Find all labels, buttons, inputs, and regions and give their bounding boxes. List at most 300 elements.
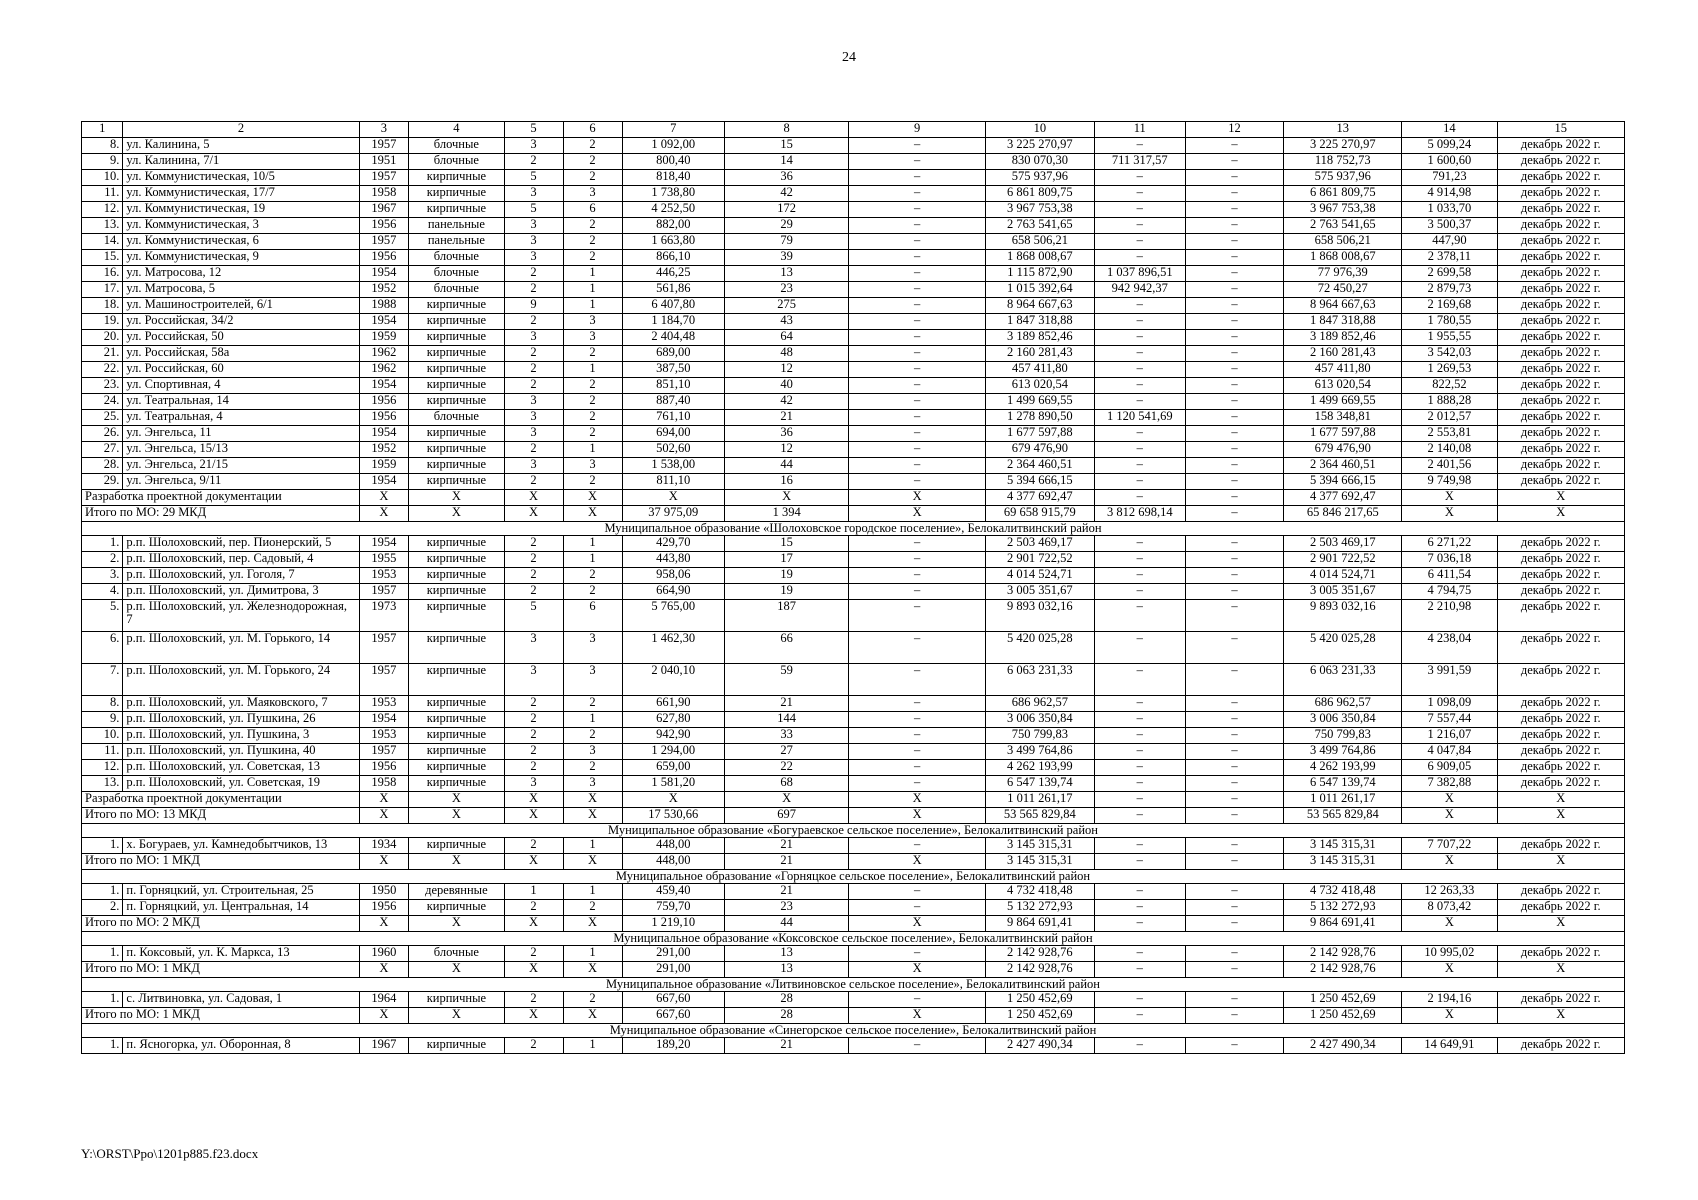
cell-wall: кирпичные — [409, 696, 504, 712]
cell-c12: – — [1185, 490, 1283, 506]
address-cell: ул. Коммунистическая, 9 — [123, 250, 359, 266]
cell-entr: 2 — [563, 760, 622, 776]
cell-wall: кирпичные — [409, 900, 504, 916]
cell-c13: 1 250 452,69 — [1284, 992, 1402, 1008]
cell-people: 187 — [725, 600, 849, 632]
cell-total: 3 145 315,31 — [986, 838, 1095, 854]
cell-date: декабрь 2022 г. — [1497, 426, 1624, 442]
table-row — [82, 154, 1625, 170]
cell-c9: – — [849, 744, 986, 760]
cell-people: Х — [725, 792, 849, 808]
row-number: 12. — [82, 202, 123, 218]
cell-floors: 2 — [504, 1038, 563, 1054]
cell-c9: – — [849, 170, 986, 186]
cell-c13: 1 868 008,67 — [1284, 250, 1402, 266]
cell-date: декабрь 2022 г. — [1497, 346, 1624, 362]
cell-people: 29 — [725, 218, 849, 234]
cell-c14: 8 073,42 — [1402, 900, 1497, 916]
address-cell: п. Коксовый, ул. К. Маркса, 13 — [123, 946, 359, 962]
cell-wall: кирпичные — [409, 170, 504, 186]
cell-people: 28 — [725, 1008, 849, 1024]
cell-floors: 2 — [504, 536, 563, 552]
cell-people: Х — [725, 490, 849, 506]
cell-c13: 2 142 928,76 — [1284, 946, 1402, 962]
cell-wall: кирпичные — [409, 632, 504, 664]
cell-c11: – — [1094, 696, 1185, 712]
cell-c13: 3 499 764,86 — [1284, 744, 1402, 760]
table-row — [82, 744, 1625, 760]
cell-c9: – — [849, 776, 986, 792]
cell-year: 1956 — [359, 394, 409, 410]
cell-people: 68 — [725, 776, 849, 792]
table-row — [82, 696, 1625, 712]
cell-area: 661,90 — [622, 696, 725, 712]
cell-total: 3 225 270,97 — [986, 138, 1095, 154]
total-row — [82, 916, 1625, 932]
address-cell: р.п. Шолоховский, ул. Пушкина, 3 — [123, 728, 359, 744]
cell-c9: – — [849, 154, 986, 170]
row-number: 17. — [82, 282, 123, 298]
cell-wall: Х — [409, 916, 504, 932]
cell-c12: – — [1185, 170, 1283, 186]
cell-entr: Х — [563, 916, 622, 932]
cell-c14: 12 263,33 — [1402, 884, 1497, 900]
cell-entr: 2 — [563, 474, 622, 490]
cell-year: 1957 — [359, 584, 409, 600]
cell-date: декабрь 2022 г. — [1497, 552, 1624, 568]
cell-year: 1958 — [359, 186, 409, 202]
cell-c13: 3 145 315,31 — [1284, 854, 1402, 870]
cell-c12: – — [1185, 712, 1283, 728]
cell-entr: 1 — [563, 946, 622, 962]
column-number-cell: 13 — [1284, 122, 1402, 138]
cell-c12: – — [1185, 536, 1283, 552]
cell-total: 6 861 809,75 — [986, 186, 1095, 202]
cell-c12: – — [1185, 664, 1283, 696]
cell-total: 575 937,96 — [986, 170, 1095, 186]
cell-floors: 3 — [504, 458, 563, 474]
cell-c13: 613 020,54 — [1284, 378, 1402, 394]
table-row — [82, 884, 1625, 900]
cell-date: декабрь 2022 г. — [1497, 362, 1624, 378]
section-title: Муниципальное образование «Горняцкое сельское поселение», Белокалитвинский район — [82, 870, 1625, 884]
cell-c9: – — [849, 474, 986, 490]
cell-total: 1 250 452,69 — [986, 1008, 1095, 1024]
cell-c12: – — [1185, 1038, 1283, 1054]
row-number: 2. — [82, 900, 123, 916]
cell-c13: 6 063 231,33 — [1284, 664, 1402, 696]
cell-c13: 2 160 281,43 — [1284, 346, 1402, 362]
cell-c9: Х — [849, 808, 986, 824]
cell-c9: – — [849, 900, 986, 916]
cell-c9: – — [849, 282, 986, 298]
row-number: 26. — [82, 426, 123, 442]
row-number: 5. — [82, 600, 123, 632]
cell-c13: 457 411,80 — [1284, 362, 1402, 378]
cell-wall: кирпичные — [409, 992, 504, 1008]
cell-c14: 4 047,84 — [1402, 744, 1497, 760]
cell-wall: блочные — [409, 282, 504, 298]
cell-c13: 9 864 691,41 — [1284, 916, 1402, 932]
cell-c11: – — [1094, 992, 1185, 1008]
cell-entr: 2 — [563, 900, 622, 916]
cell-area: 1 184,70 — [622, 314, 725, 330]
cell-area: 659,00 — [622, 760, 725, 776]
cell-total: 1 115 872,90 — [986, 266, 1095, 282]
cell-wall: кирпичные — [409, 600, 504, 632]
cell-area: 448,00 — [622, 854, 725, 870]
row-number: 6. — [82, 632, 123, 664]
cell-year: 1967 — [359, 202, 409, 218]
cell-entr: 2 — [563, 394, 622, 410]
cell-area: 1 663,80 — [622, 234, 725, 250]
cell-c13: 5 420 025,28 — [1284, 632, 1402, 664]
cell-c11: – — [1094, 600, 1185, 632]
cell-area: 1 219,10 — [622, 916, 725, 932]
cell-date: декабрь 2022 г. — [1497, 314, 1624, 330]
cell-total: 3 967 753,38 — [986, 202, 1095, 218]
cell-area: 958,06 — [622, 568, 725, 584]
cell-c11: – — [1094, 552, 1185, 568]
cell-c9: – — [849, 298, 986, 314]
cell-c12: – — [1185, 696, 1283, 712]
cell-entr: 1 — [563, 362, 622, 378]
table-row — [82, 900, 1625, 916]
cell-wall: кирпичные — [409, 1038, 504, 1054]
cell-area: 291,00 — [622, 962, 725, 978]
cell-year: 1962 — [359, 346, 409, 362]
column-number-cell: 7 — [622, 122, 725, 138]
cell-c14: Х — [1402, 854, 1497, 870]
cell-entr: 1 — [563, 838, 622, 854]
cell-c13: 3 189 852,46 — [1284, 330, 1402, 346]
cell-people: 275 — [725, 298, 849, 314]
cell-date: декабрь 2022 г. — [1497, 298, 1624, 314]
cell-people: 697 — [725, 808, 849, 824]
cell-floors: 5 — [504, 170, 563, 186]
cell-date: декабрь 2022 г. — [1497, 186, 1624, 202]
cell-c14: 9 749,98 — [1402, 474, 1497, 490]
cell-people: 21 — [725, 854, 849, 870]
cell-c11: 1 120 541,69 — [1094, 410, 1185, 426]
cell-c9: Х — [849, 490, 986, 506]
row-number: 1. — [82, 884, 123, 900]
column-number-cell: 10 — [986, 122, 1095, 138]
cell-year: 1957 — [359, 744, 409, 760]
total-label: Разработка проектной документации — [82, 792, 360, 808]
cell-wall: кирпичные — [409, 552, 504, 568]
row-number: 1. — [82, 838, 123, 854]
table-row — [82, 712, 1625, 728]
cell-date: декабрь 2022 г. — [1497, 250, 1624, 266]
cell-c9: Х — [849, 1008, 986, 1024]
cell-wall: кирпичные — [409, 474, 504, 490]
cell-c12: – — [1185, 234, 1283, 250]
cell-total: 1 011 261,17 — [986, 792, 1095, 808]
table-row — [82, 170, 1625, 186]
cell-c9: – — [849, 458, 986, 474]
cell-entr: 6 — [563, 202, 622, 218]
cell-c11: – — [1094, 568, 1185, 584]
cell-c9: – — [849, 884, 986, 900]
cell-area: 189,20 — [622, 1038, 725, 1054]
cell-year: 1956 — [359, 900, 409, 916]
cell-people: 21 — [725, 696, 849, 712]
cell-wall: кирпичные — [409, 346, 504, 362]
column-number-cell: 8 — [725, 122, 849, 138]
cell-area: 446,25 — [622, 266, 725, 282]
cell-people: 23 — [725, 900, 849, 916]
cell-entr: 1 — [563, 884, 622, 900]
cell-total: 1 015 392,64 — [986, 282, 1095, 298]
cell-people: 44 — [725, 916, 849, 932]
row-number: 28. — [82, 458, 123, 474]
cell-c14: 1 780,55 — [1402, 314, 1497, 330]
cell-total: 4 014 524,71 — [986, 568, 1095, 584]
cell-c12: – — [1185, 138, 1283, 154]
cell-date: декабрь 2022 г. — [1497, 474, 1624, 490]
cell-c12: – — [1185, 506, 1283, 522]
cell-total: 2 901 722,52 — [986, 552, 1095, 568]
cell-date: декабрь 2022 г. — [1497, 1038, 1624, 1054]
table-row — [82, 346, 1625, 362]
cell-entr: 2 — [563, 138, 622, 154]
cell-people: 23 — [725, 282, 849, 298]
cell-c12: – — [1185, 900, 1283, 916]
cell-wall: кирпичные — [409, 776, 504, 792]
cell-c9: Х — [849, 854, 986, 870]
cell-wall: кирпичные — [409, 330, 504, 346]
cell-wall: Х — [409, 962, 504, 978]
cell-area: 502,60 — [622, 442, 725, 458]
address-cell: с. Литвиновка, ул. Садовая, 1 — [123, 992, 359, 1008]
address-cell: ул. Энгельса, 11 — [123, 426, 359, 442]
cell-c9: – — [849, 378, 986, 394]
cell-c9: – — [849, 394, 986, 410]
cell-total: 2 427 490,34 — [986, 1038, 1095, 1054]
table-row — [82, 1038, 1625, 1054]
cell-floors: 2 — [504, 696, 563, 712]
cell-c13: 158 348,81 — [1284, 410, 1402, 426]
section-title: Муниципальное образование «Синегорское сельское поселение», Белокалитвинский район — [82, 1024, 1625, 1038]
cell-c11: – — [1094, 474, 1185, 490]
cell-c12: – — [1185, 1008, 1283, 1024]
cell-c11: – — [1094, 314, 1185, 330]
cell-wall: Х — [409, 808, 504, 824]
cell-wall: кирпичные — [409, 838, 504, 854]
cell-area: 443,80 — [622, 552, 725, 568]
cell-area: 664,90 — [622, 584, 725, 600]
cell-c13: 4 262 193,99 — [1284, 760, 1402, 776]
cell-area: 800,40 — [622, 154, 725, 170]
total-label: Итого по МО: 2 МКД — [82, 916, 360, 932]
cell-floors: 2 — [504, 728, 563, 744]
cell-floors: 5 — [504, 202, 563, 218]
cell-year: 1988 — [359, 298, 409, 314]
cell-year: 1958 — [359, 776, 409, 792]
cell-c13: 1 011 261,17 — [1284, 792, 1402, 808]
row-number: 11. — [82, 744, 123, 760]
cell-c12: – — [1185, 776, 1283, 792]
row-number: 9. — [82, 154, 123, 170]
cell-floors: 2 — [504, 744, 563, 760]
cell-year: 1957 — [359, 138, 409, 154]
row-number: 24. — [82, 394, 123, 410]
cell-floors: 2 — [504, 314, 563, 330]
address-cell: ул. Калинина, 5 — [123, 138, 359, 154]
cell-c14: 447,90 — [1402, 234, 1497, 250]
cell-area: 627,80 — [622, 712, 725, 728]
cell-year: Х — [359, 490, 409, 506]
cell-date: декабрь 2022 г. — [1497, 600, 1624, 632]
cell-c9: – — [849, 696, 986, 712]
cell-date: декабрь 2022 г. — [1497, 458, 1624, 474]
total-row — [82, 490, 1625, 506]
table-row — [82, 266, 1625, 282]
cell-c13: 9 893 032,16 — [1284, 600, 1402, 632]
cell-c11: – — [1094, 744, 1185, 760]
cell-area: 1 092,00 — [622, 138, 725, 154]
cell-entr: 1 — [563, 712, 622, 728]
cell-c11: – — [1094, 394, 1185, 410]
municipality-section-row — [82, 932, 1625, 946]
cell-c9: – — [849, 314, 986, 330]
address-cell: р.п. Шолоховский, ул. Димитрова, 3 — [123, 584, 359, 600]
column-number-cell: 1 — [82, 122, 123, 138]
cell-people: 44 — [725, 458, 849, 474]
cell-entr: 2 — [563, 426, 622, 442]
cell-wall: панельные — [409, 234, 504, 250]
cell-c9: – — [849, 266, 986, 282]
table-row — [82, 838, 1625, 854]
cell-c14: 1 098,09 — [1402, 696, 1497, 712]
row-number: 1. — [82, 536, 123, 552]
table-row — [82, 664, 1625, 696]
cell-wall: блочные — [409, 154, 504, 170]
cell-floors: 2 — [504, 584, 563, 600]
cell-c11: – — [1094, 776, 1185, 792]
cell-c11: – — [1094, 854, 1185, 870]
cell-floors: 2 — [504, 568, 563, 584]
cell-c11: – — [1094, 346, 1185, 362]
cell-total: 9 864 691,41 — [986, 916, 1095, 932]
cell-c14: 1 216,07 — [1402, 728, 1497, 744]
table-row — [82, 410, 1625, 426]
cell-c13: 3 005 351,67 — [1284, 584, 1402, 600]
cell-people: 13 — [725, 266, 849, 282]
cell-total: 6 547 139,74 — [986, 776, 1095, 792]
cell-people: 40 — [725, 378, 849, 394]
cell-total: 457 411,80 — [986, 362, 1095, 378]
cell-total: 2 142 928,76 — [986, 962, 1095, 978]
cell-date: Х — [1497, 854, 1624, 870]
cell-year: 1957 — [359, 664, 409, 696]
cell-wall: кирпичные — [409, 536, 504, 552]
address-cell: п. Горняцкий, ул. Строительная, 25 — [123, 884, 359, 900]
column-number-header-row — [82, 122, 1625, 138]
cell-wall: кирпичные — [409, 664, 504, 696]
cell-people: 1 394 — [725, 506, 849, 522]
cell-c9: – — [849, 426, 986, 442]
cell-c13: 6 861 809,75 — [1284, 186, 1402, 202]
cell-c11: – — [1094, 962, 1185, 978]
cell-wall: кирпичные — [409, 458, 504, 474]
cell-entr: 1 — [563, 298, 622, 314]
cell-c14: 2 879,73 — [1402, 282, 1497, 298]
cell-c11: – — [1094, 632, 1185, 664]
cell-wall: деревянные — [409, 884, 504, 900]
cell-area: 942,90 — [622, 728, 725, 744]
cell-c9: – — [849, 442, 986, 458]
table-row — [82, 426, 1625, 442]
cell-date: Х — [1497, 916, 1624, 932]
cell-year: Х — [359, 854, 409, 870]
cell-entr: 2 — [563, 584, 622, 600]
table-row — [82, 202, 1625, 218]
address-cell: ул. Российская, 60 — [123, 362, 359, 378]
cell-area: 2 040,10 — [622, 664, 725, 696]
cell-year: 1959 — [359, 330, 409, 346]
cell-c14: 791,23 — [1402, 170, 1497, 186]
cell-year: 1954 — [359, 314, 409, 330]
cell-floors: Х — [504, 506, 563, 522]
total-label: Разработка проектной документации — [82, 490, 360, 506]
cell-total: 830 070,30 — [986, 154, 1095, 170]
cell-year: 1959 — [359, 458, 409, 474]
cell-c13: 679 476,90 — [1284, 442, 1402, 458]
cell-c13: 3 006 350,84 — [1284, 712, 1402, 728]
cell-c12: – — [1185, 282, 1283, 298]
row-number: 27. — [82, 442, 123, 458]
cell-floors: 2 — [504, 282, 563, 298]
cell-date: декабрь 2022 г. — [1497, 760, 1624, 776]
cell-c9: – — [849, 186, 986, 202]
cell-total: 1 847 318,88 — [986, 314, 1095, 330]
cell-entr: 3 — [563, 664, 622, 696]
page-number: 24 — [842, 50, 856, 65]
cell-c12: – — [1185, 838, 1283, 854]
cell-c12: – — [1185, 314, 1283, 330]
cell-year: 1954 — [359, 378, 409, 394]
cell-floors: 9 — [504, 298, 563, 314]
cell-year: 1956 — [359, 218, 409, 234]
address-cell: р.п. Шолоховский, пер. Садовый, 4 — [123, 552, 359, 568]
table-row — [82, 394, 1625, 410]
cell-c13: 750 799,83 — [1284, 728, 1402, 744]
cell-c14: Х — [1402, 962, 1497, 978]
cell-c11: – — [1094, 760, 1185, 776]
cell-area: 759,70 — [622, 900, 725, 916]
cell-floors: 2 — [504, 442, 563, 458]
cell-entr: 2 — [563, 992, 622, 1008]
cell-year: 1962 — [359, 362, 409, 378]
cell-c13: 2 503 469,17 — [1284, 536, 1402, 552]
cell-area: 1 462,30 — [622, 632, 725, 664]
cell-year: 1957 — [359, 632, 409, 664]
cell-c12: – — [1185, 250, 1283, 266]
table-row — [82, 992, 1625, 1008]
cell-floors: 2 — [504, 266, 563, 282]
table-body — [82, 122, 1625, 1054]
cell-year: 1954 — [359, 536, 409, 552]
cell-area: 851,10 — [622, 378, 725, 394]
cell-entr: 3 — [563, 458, 622, 474]
total-row — [82, 1008, 1625, 1024]
cell-c9: – — [849, 346, 986, 362]
cell-entr: 2 — [563, 234, 622, 250]
cell-wall: блочные — [409, 946, 504, 962]
cell-c14: 2 012,57 — [1402, 410, 1497, 426]
